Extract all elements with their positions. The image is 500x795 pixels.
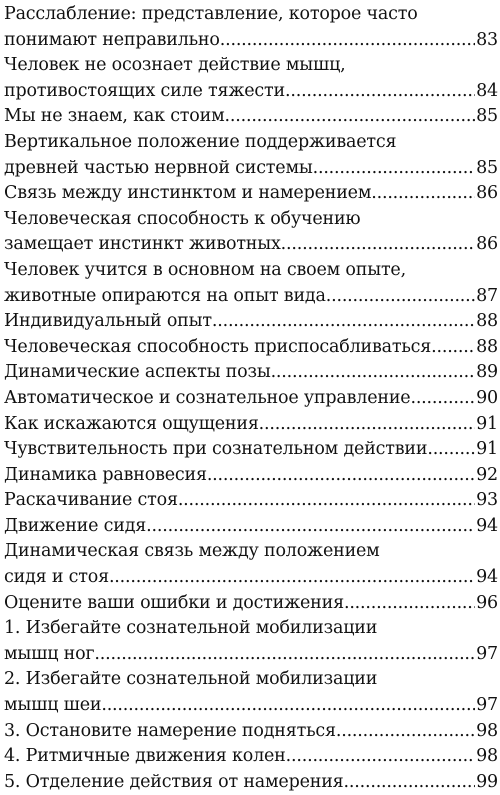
toc-entry[interactable] [4, 539, 498, 590]
toc-entry-title-line: Мы не знаем, как стоим [4, 106, 225, 127]
toc-page-number: 98 [476, 720, 498, 741]
toc-page-number: 88 [476, 311, 498, 332]
toc-page-number: 84 [476, 80, 498, 101]
toc-entry-final-line [4, 284, 498, 310]
toc-entry[interactable] [4, 667, 498, 718]
dot-leader [313, 156, 476, 182]
dot-leader [225, 104, 476, 130]
toc-entry-title-line: Вертикальное положение поддерживается [4, 131, 397, 152]
dot-leader [220, 28, 475, 54]
toc-entry-final-line [4, 386, 498, 412]
toc-entry-title-line: мышц шеи [4, 695, 102, 716]
toc-entry[interactable] [4, 719, 498, 745]
toc-page-number: 85 [476, 157, 498, 178]
toc-entry[interactable] [4, 309, 498, 335]
toc-entry[interactable] [4, 437, 498, 463]
dot-leader [207, 463, 475, 489]
toc-entry-title-line: замещает инстинкт животных [4, 234, 281, 255]
dot-leader [259, 412, 475, 438]
toc-entry-title-line: Человеческая способность к обучению [4, 208, 361, 229]
toc-entry-final-line [4, 232, 498, 258]
dot-leader [109, 565, 475, 591]
dot-leader [410, 386, 475, 412]
toc-page-number: 83 [476, 29, 498, 50]
toc-page-number: 89 [476, 362, 498, 383]
toc-entry[interactable] [4, 591, 498, 617]
dot-leader [285, 79, 475, 105]
dot-leader [336, 719, 475, 745]
toc-entry-title-line: Чувствительность при сознательном действии [4, 439, 428, 460]
toc-entry-title-line: Как искажаются ощущения [4, 413, 259, 434]
toc-entry[interactable] [4, 258, 498, 309]
toc-entry-title-line: Динамическая связь между положением [4, 541, 380, 562]
toc-entry-title-line: мышц ног [4, 643, 95, 664]
toc-entry-title-line: 1. Избегайте сознательной мобилизации [4, 618, 378, 639]
toc-page-number: 90 [476, 387, 498, 408]
toc-entry[interactable] [4, 744, 498, 770]
toc-entry[interactable] [4, 53, 498, 104]
toc-entry[interactable] [4, 360, 498, 386]
toc-entry-title-line: Связь между инстинктом и намерением [4, 183, 372, 204]
toc-entry-final-line [4, 770, 498, 795]
dot-leader [371, 181, 475, 207]
toc-entry[interactable] [4, 770, 498, 795]
toc-entry-title-line: животные опираются на опыт вида [4, 285, 326, 306]
toc-entry[interactable] [4, 130, 498, 181]
dot-leader [101, 693, 475, 719]
dot-leader [178, 488, 475, 514]
toc-page-number: 99 [476, 771, 498, 792]
toc-page-number: 91 [476, 413, 498, 434]
toc-entry-final-line [4, 437, 498, 463]
toc-page-number: 94 [476, 567, 498, 588]
toc-entry[interactable] [4, 335, 498, 361]
toc-page-number: 98 [476, 746, 498, 767]
toc-entry-title-line: понимают неправильно [4, 29, 220, 50]
toc-entry-title-line: Человек не осознает действие мышц, [4, 55, 346, 76]
table-of-contents [4, 2, 498, 795]
toc-entry-final-line [4, 412, 498, 438]
toc-entry-title-line: Оцените ваши ошибки и достижения [4, 592, 344, 613]
toc-page-number: 96 [476, 592, 498, 613]
toc-entry-title-line: сидя и стоя [4, 567, 109, 588]
toc-entry-final-line [4, 642, 498, 668]
toc-entry-final-line [4, 744, 498, 770]
toc-entry[interactable] [4, 616, 498, 667]
dot-leader [427, 437, 475, 463]
toc-entry-final-line [4, 181, 498, 207]
toc-page-number: 85 [476, 106, 498, 127]
toc-page-number: 97 [476, 643, 498, 664]
toc-entry[interactable] [4, 488, 498, 514]
toc-entry-final-line [4, 360, 498, 386]
toc-entry-final-line [4, 591, 498, 617]
toc-entry[interactable] [4, 2, 498, 53]
toc-page-number: 92 [476, 464, 498, 485]
toc-entry[interactable] [4, 412, 498, 438]
toc-entry-final-line [4, 565, 498, 591]
toc-entry-final-line [4, 335, 498, 361]
toc-page-number: 94 [476, 515, 498, 536]
toc-entry-title-line: Динамические аспекты позы [4, 362, 271, 383]
toc-entry-final-line [4, 719, 498, 745]
toc-entry[interactable] [4, 386, 498, 412]
toc-entry-title-line: 3. Остановите намерение подняться [4, 720, 336, 741]
toc-entry-final-line [4, 514, 498, 540]
dot-leader [344, 770, 476, 795]
toc-page-number: 93 [476, 490, 498, 511]
toc-entry[interactable] [4, 207, 498, 258]
toc-page-number: 91 [476, 439, 498, 460]
toc-entry-final-line [4, 693, 498, 719]
toc-entry[interactable] [4, 181, 498, 207]
toc-entry[interactable] [4, 463, 498, 489]
toc-entry[interactable] [4, 514, 498, 540]
toc-entry-final-line [4, 156, 498, 182]
toc-entry-final-line [4, 104, 498, 130]
toc-entry-title-line: Раскачивание стоя [4, 490, 178, 511]
dot-leader [281, 232, 475, 258]
toc-entry-title-line: Динамика равновесия [4, 464, 207, 485]
toc-page-number: 86 [476, 183, 498, 204]
toc-entry-title-line: 5. Отделение действия от намерения [4, 771, 344, 792]
dot-leader [286, 744, 476, 770]
toc-entry-final-line [4, 463, 498, 489]
toc-entry-title-line: 4. Ритмичные движения колен [4, 746, 286, 767]
toc-entry[interactable] [4, 104, 498, 130]
toc-entry-title-line: Движение сидя [4, 515, 147, 536]
toc-entry-final-line [4, 79, 498, 105]
dot-leader [94, 642, 475, 668]
dot-leader [271, 360, 476, 386]
toc-entry-title-line: Индивидуальный опыт [4, 311, 212, 332]
toc-entry-title-line: Расслабление: представление, которое часто [4, 4, 418, 24]
dot-leader [326, 284, 475, 310]
toc-entry-final-line [4, 309, 498, 335]
dot-leader [431, 335, 475, 361]
toc-page-number: 88 [476, 336, 498, 357]
toc-entry-final-line [4, 488, 498, 514]
toc-entry-title-line: Человек учится в основном на своем опыте, [4, 259, 406, 280]
toc-page-number: 87 [476, 285, 498, 306]
toc-page-number: 97 [476, 695, 498, 716]
toc-entry-title-line: Автоматическое и сознательное управление [4, 387, 411, 408]
dot-leader [146, 514, 475, 540]
toc-entry-title-line: противостоящих силе тяжести [4, 80, 285, 101]
dot-leader [212, 309, 475, 335]
toc-entry-title-line: 2. Избегайте сознательной мобилизации [4, 669, 378, 690]
dot-leader [344, 591, 475, 617]
toc-entry-final-line [4, 28, 498, 54]
toc-page-number: 86 [476, 234, 498, 255]
toc-entry-title-line: древней частью нервной системы [4, 157, 313, 178]
toc-entry-title-line: Человеческая способность приспосабливаться [4, 336, 432, 357]
